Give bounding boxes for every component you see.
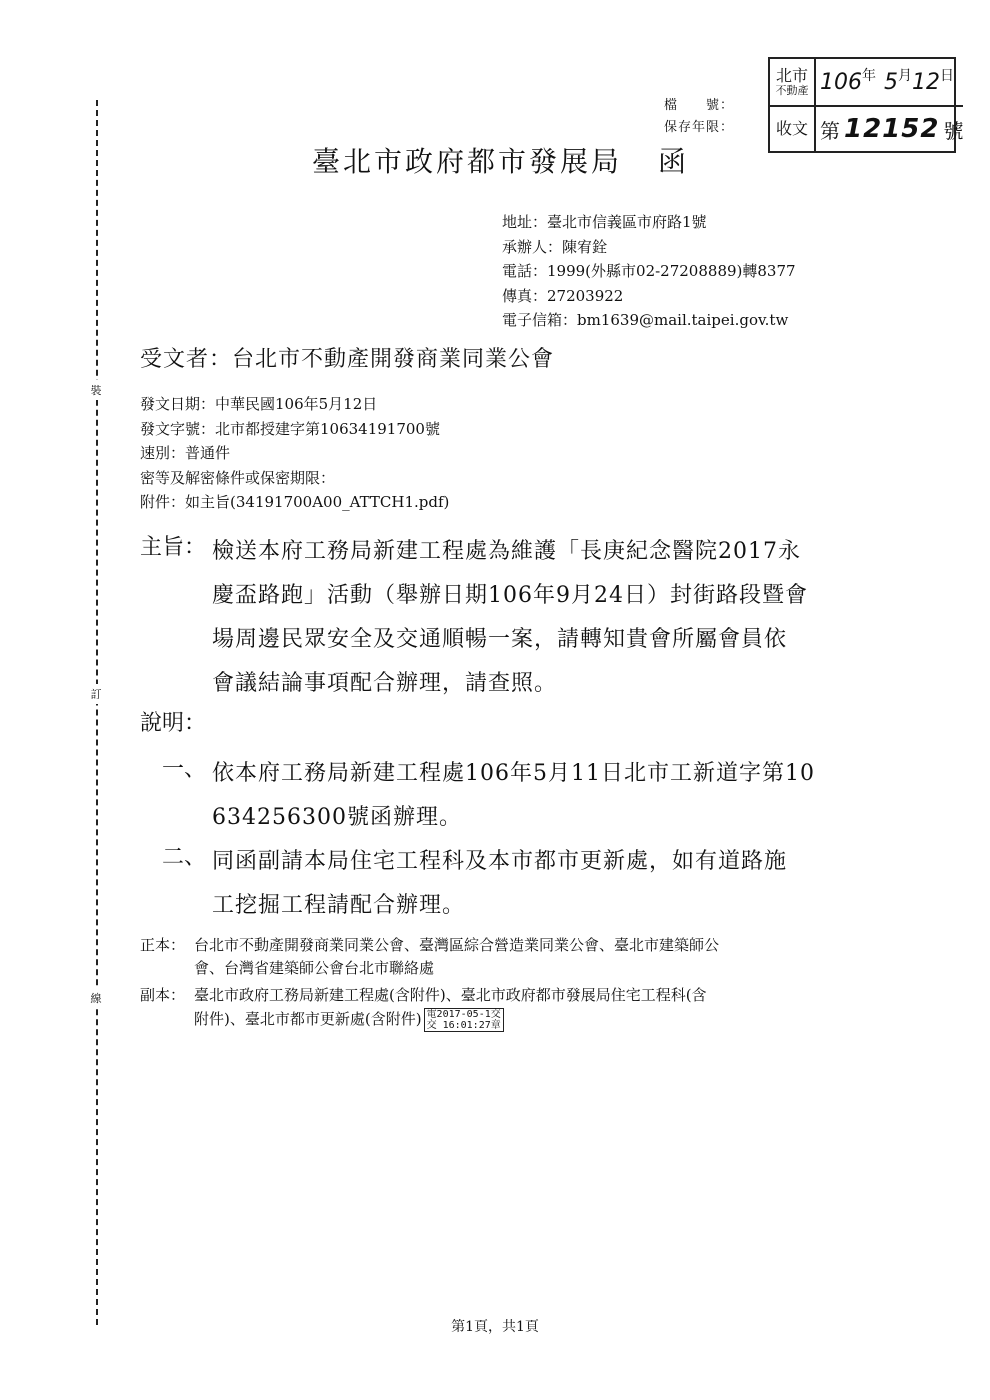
contact-fax: 傳真：27203922: [502, 286, 624, 305]
stamp-year: 106: [820, 69, 862, 95]
explanation-item-number: 二、: [162, 845, 207, 870]
document-number: 發文字號：北市都授建字第10634191700號: [140, 419, 440, 438]
delivery-speed: 速別：普通件: [140, 444, 231, 462]
title-agency: 臺北市政府都市發展局: [312, 145, 623, 178]
binding-mark-top: 裝: [87, 380, 105, 400]
issue-date: 發文日期：中華民國106年5月12日: [140, 395, 378, 413]
file-number-label: 檔 號：: [664, 98, 735, 113]
stamp-number-prefix: 第: [820, 118, 840, 143]
timestamp-line: 交 16:01:27章: [426, 1020, 501, 1031]
stamp-label-bottom: 收文: [770, 105, 816, 151]
subject-body: [212, 530, 852, 706]
subject-line: 檢送本府工務局新建工程處為維護「長庚紀念醫院2017永: [212, 539, 801, 564]
retention-label: 保存年限：: [664, 120, 735, 135]
timestamp-line: 電2017-05-1交: [426, 1009, 501, 1020]
stamp-label-top: 北市: [775, 65, 808, 85]
copy-recipients-line: [194, 1008, 504, 1032]
page-number: 第1頁，共1頁: [451, 1319, 539, 1335]
explanation-item-line: 依本府工務局新建工程處106年5月11日北市工新道字第10: [212, 761, 815, 786]
stamp-day-char: 日: [940, 68, 954, 84]
title-suffix: 函: [658, 145, 690, 178]
copy-recipients-line: 臺北市政府工務局新建工程處(含附件)、臺北市政府都市發展局住宅工程科(含: [194, 986, 707, 1004]
subject-line: 會議結論事項配合辦理，請查照。: [212, 671, 558, 696]
original-recipients-line: 台北市不動產開發商業同業公會、臺灣區綜合營造業同業公會、臺北市建築師公: [194, 936, 720, 954]
contact-email: 電子信箱：bm1639@mail.taipei.gov.tw: [502, 311, 789, 329]
receipt-stamp: [768, 57, 964, 153]
security-level: 密等及解密條件或保密期限：: [140, 468, 336, 487]
subject-line: 慶盃路跑」活動（舉辦日期106年9月24日）封街路段暨會: [212, 583, 808, 608]
stamp-date: [816, 59, 963, 105]
explanation-label: 說明：: [140, 711, 207, 736]
document-title: [312, 140, 689, 180]
stamp-year-char: 年: [862, 68, 876, 84]
stamp-label-mid: 不動產: [775, 83, 809, 97]
contact-handler: 承辦人：陳宥銓: [502, 237, 608, 256]
stamp-label-upper: [770, 59, 816, 105]
document-info: [140, 392, 449, 515]
copy-recipients-line2-text: 附件)、臺北市都市更新處(含附件): [194, 1010, 422, 1028]
subject-line: 場周邊民眾安全及交通順暢一案，請轉知貴會所屬會員依: [212, 627, 788, 652]
binding-mark-middle: 訂: [87, 684, 105, 704]
binding-mark-bottom: 線: [87, 988, 105, 1008]
stamp-month: 5: [884, 69, 898, 95]
explanation-item-line: 工挖掘工程請配合辦理。: [212, 893, 466, 918]
explanation-item-number: 一、: [162, 757, 207, 782]
explanation-item-line: 同函副請本局住宅工程科及本市都市更新處，如有道路施: [212, 849, 788, 874]
copy-recipients-label: 副本：: [140, 986, 186, 1004]
contact-phone: 電話：1999(外縣市02-27208889)轉8377: [502, 262, 796, 280]
timestamp-stamp: [424, 1008, 504, 1032]
stamp-number-value: 12152: [844, 114, 940, 144]
stamp-number-suffix: 號: [943, 118, 964, 143]
contact-block: [502, 210, 796, 333]
attachment: 附件：如主旨(34191700A00_ATTCH1.pdf): [140, 493, 450, 511]
original-recipients-label: 正本：: [140, 936, 186, 954]
binding-line: [96, 100, 98, 1325]
recipient: 受文者：台北市不動產開發商業同業公會: [140, 347, 555, 372]
explanation-item-line: 634256300號函辦理。: [212, 805, 462, 830]
stamp-day: 12: [912, 69, 940, 95]
stamp-number: [816, 105, 963, 151]
contact-address: 地址：臺北市信義區市府路1號: [502, 213, 707, 231]
original-recipients-line: 會、台灣省建築師公會台北市聯絡處: [194, 959, 435, 977]
subject-label: 主旨：: [140, 535, 207, 560]
stamp-month-char: 月: [898, 68, 912, 84]
